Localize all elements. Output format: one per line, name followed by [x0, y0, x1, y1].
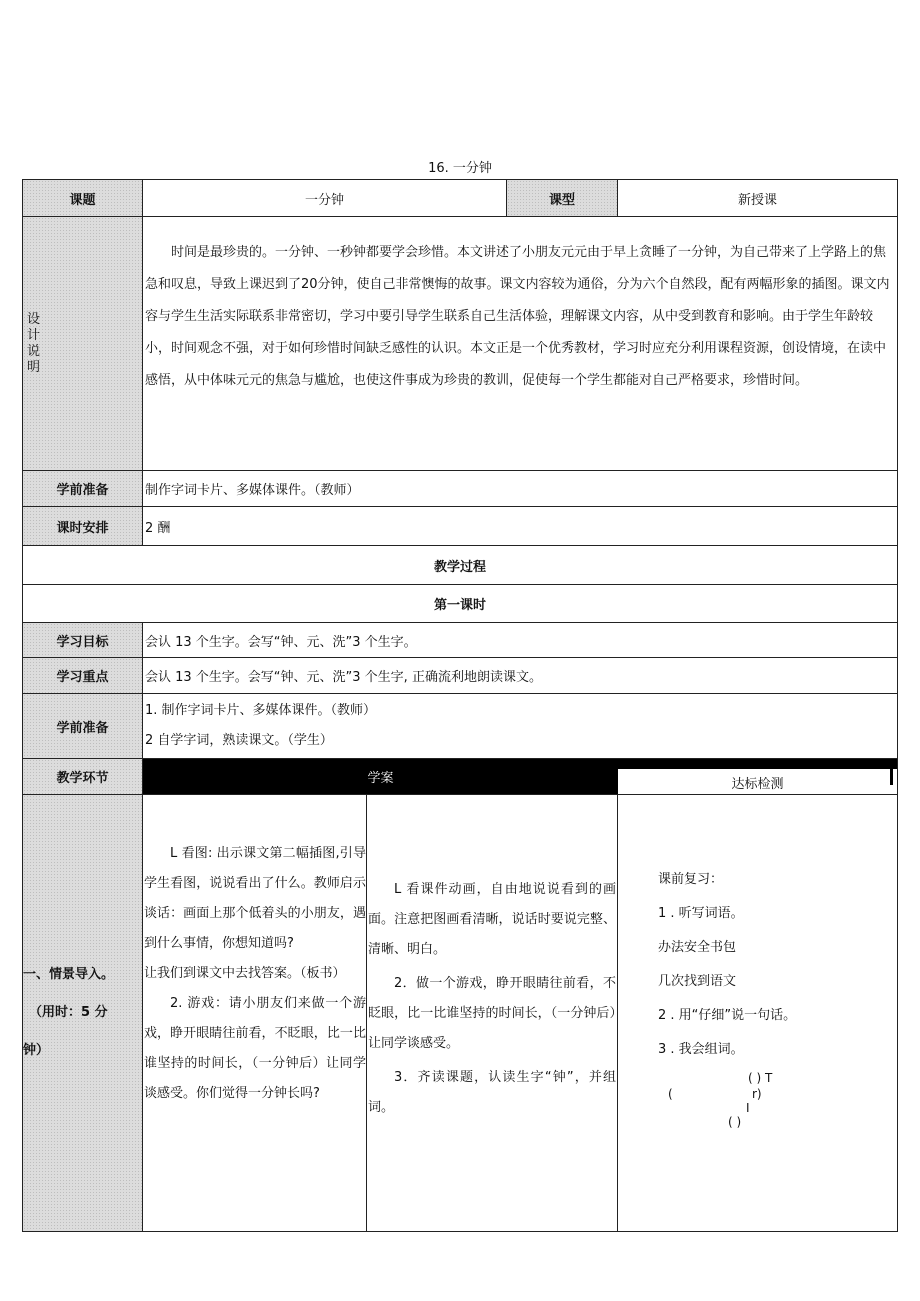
section1-label: [23, 795, 143, 1231]
schedule-value: 2 酬: [145, 520, 171, 536]
word-build-frag1: ( ) T: [748, 1071, 773, 1085]
topic-value: 一分钟: [143, 180, 507, 216]
check-item1: 1 . 听写词语。: [658, 906, 744, 921]
section1-row: [22, 794, 898, 1232]
topic-row: [22, 179, 898, 216]
student-column: [367, 795, 618, 1231]
key-row: [22, 657, 898, 693]
check-header-marker: [890, 765, 893, 785]
goal-value: 会认 13 个生字。会写“钟、元、洗”3 个生字。: [145, 634, 417, 650]
prep2-value: [143, 694, 897, 758]
lesson-plan-table: [22, 179, 898, 1232]
schedule-label: 课时安排: [23, 507, 143, 545]
design-label-text: 设计说明: [27, 311, 41, 375]
design-label: [23, 217, 143, 470]
prep2-label: 学前准备: [23, 694, 143, 758]
prep-value: 制作字词卡片、多媒体课件。（教师）: [145, 483, 360, 498]
topic-label: 课题: [23, 180, 143, 216]
prep-label: 学前准备: [23, 471, 143, 506]
prep-row: [22, 470, 898, 506]
process-title: 教学过程: [433, 559, 486, 575]
plan-header: 学案: [143, 759, 618, 794]
check-header-cell: [618, 759, 897, 794]
word-build-diagram: [658, 1067, 897, 1137]
schedule-row: [22, 506, 898, 545]
word-build-frag4: I: [746, 1101, 750, 1115]
section1-label-line2: （用时：5 分: [29, 1005, 108, 1020]
check-header: 达标检测: [731, 777, 784, 792]
check-column: [618, 795, 897, 1231]
section1-label-line1: 一、情景导入。: [23, 967, 115, 982]
key-label: 学习重点: [23, 658, 143, 693]
student-p2: 2．做一个游戏，睁开眼睛往前看，不眨眼，比一比谁坚持的时间长，（一分钟后）让同学谈感受。: [368, 976, 616, 1051]
type-value: 新授课: [737, 192, 777, 208]
design-text-cell: [143, 217, 897, 470]
type-label: 课型: [507, 180, 618, 216]
goal-label: 学习目标: [23, 623, 143, 657]
segment-label: 教学环节: [23, 759, 143, 794]
check-words1: 办法安全书包: [658, 940, 737, 955]
process-row: [22, 545, 898, 584]
design-row: [22, 216, 898, 470]
key-value: 会认 13 个生字。会写“钟、元、洗”3 个生字, 正确流利地朗读课文。: [145, 670, 542, 685]
check-item2: 2 . 用“仔细”说一句话。: [658, 1008, 797, 1023]
check-words2: 几次找到语文: [658, 974, 737, 989]
word-build-frag3: r): [752, 1087, 762, 1101]
teacher-p1: L 看图: 出示课文第二幅插图,引导学生看图，说说看出了什么。教师启示谈话：画面上那个低着头的小朋友，遇到什么事情，你想知道吗?: [144, 846, 366, 951]
section1-label-line3: 钟）: [23, 1043, 50, 1058]
word-build-frag2: (: [668, 1087, 673, 1101]
lesson-row: [22, 584, 898, 622]
segment-header-row: [22, 758, 898, 794]
prep2-line1: 1. 制作字词卡片、多媒体课件。（教师）: [145, 703, 377, 718]
check-intro: 课前复习：: [658, 872, 724, 887]
lesson-title: 第一课时: [433, 598, 486, 613]
teacher-p2: 让我们到课文中去找答案。（板书）: [144, 966, 346, 981]
check-header-bar: [618, 759, 897, 769]
goal-row: [22, 622, 898, 657]
prep2-row: [22, 693, 898, 758]
document-title: 16. 一分钟: [428, 161, 492, 176]
check-item3: 3 . 我会组词。: [658, 1042, 744, 1057]
student-p1: L 看课件动画，自由地说说看到的画面。注意把图画看清晰，说话时要说完整、清晰、明白。: [368, 882, 616, 957]
word-build-frag5: ( ): [728, 1115, 742, 1129]
design-paragraph: 时间是最珍贵的。一分钟、一秒钟都要学会珍惜。本文讲述了小朋友元元由于早上贪睡了一分钟，为自己带来了上学路上的焦急和叹息，导致上课迟到了20分钟，使自己非常懊悔的故事。课文内容较为通俗，分为六个自然段，配有两幅形象的插图。课文内容与学生生活实际联系非常密切，学习中要引导学生联系自己生活体验，理解课文内容，从中受到教育和影响。由于学生年龄较小，时间观念不强，对于如何珍惜时间缺乏感性的认识。本文正是一个优秀教材，学习时应充分利用课程资源，创设情境，在读中感悟，从中体味元元的焦急与尴尬，也使这件事成为珍贵的教训，促使每一个学生都能对自己严格要求，珍惜时间。: [145, 245, 890, 388]
teacher-p3: 2. 游戏：请小朋友们来做一个游戏，睁开眼睛往前看，不眨眼，比一比谁坚持的时间长，（一分钟后）让同学谈感受。你们觉得一分钟长吗?: [144, 996, 366, 1101]
student-p3: 3．齐读课题，认读生字“钟”，并组词。: [368, 1070, 616, 1115]
prep2-line2: 2 自学字词，熟读课文。（学生）: [145, 733, 333, 748]
teacher-column: [143, 795, 367, 1231]
